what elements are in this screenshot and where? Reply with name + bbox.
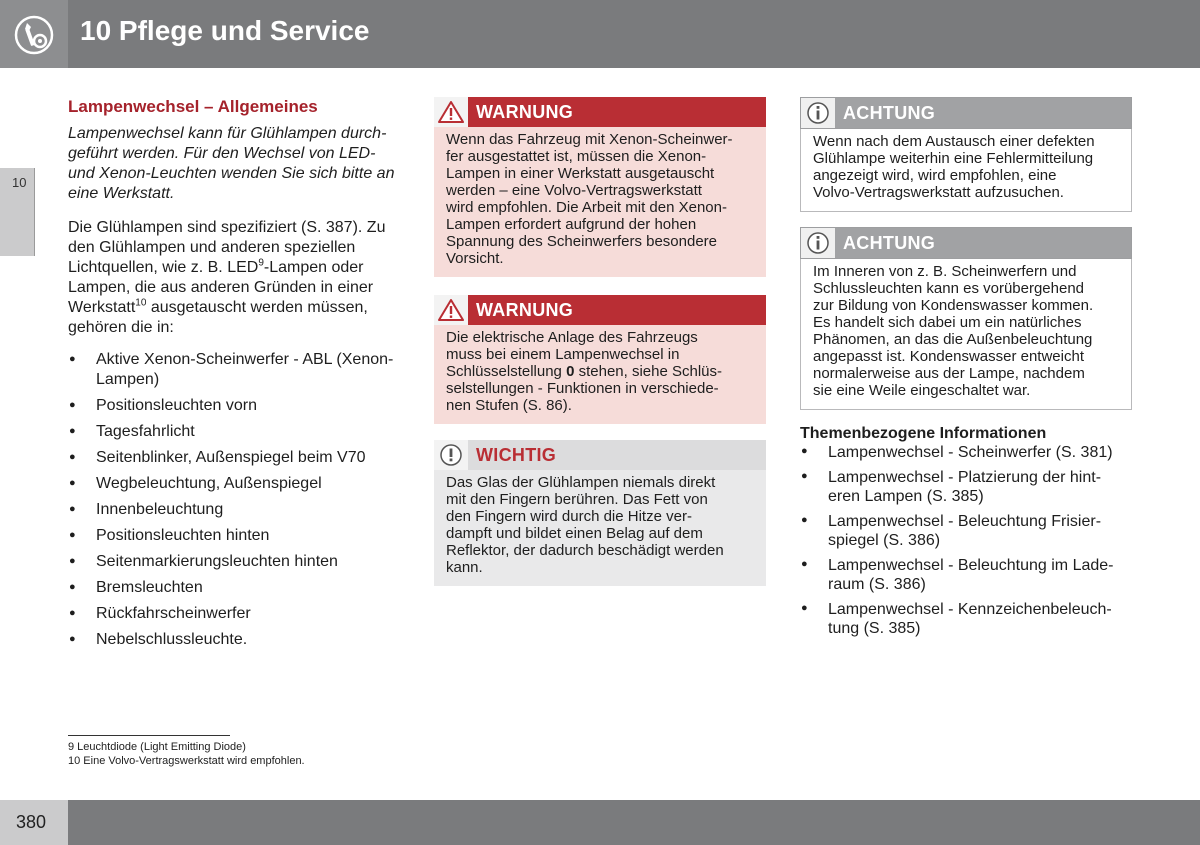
- text-line: mit den Fingern berühren. Das Fett von: [446, 491, 708, 508]
- text-line: Glühlampe weiterhin eine Fehlermitteilung: [813, 150, 1094, 167]
- page-header: [0, 0, 1200, 68]
- note-box-1: [800, 97, 1132, 212]
- intro-text: [68, 124, 404, 204]
- para-line: Die Glühlampen sind spezifiziert (S. 387). Zu: [68, 219, 386, 236]
- intro-line: und Xenon-Leuchten wenden Sie sich bitte an: [68, 165, 395, 182]
- para-text: -Lampen oder: [263, 259, 364, 276]
- footnote-ref: 10: [135, 297, 147, 309]
- list-item: ● Tagesfahrlicht: [68, 422, 404, 442]
- note-text: [800, 259, 1132, 410]
- text-line: Reflektor, der dadurch beschädigt werden: [446, 542, 724, 559]
- warning-header: [434, 97, 766, 127]
- important-box: [434, 440, 766, 586]
- info-circle-icon: [805, 231, 831, 255]
- footnote-divider: [68, 735, 230, 736]
- text-line: angepasst ist. Kondenswasser entweicht: [813, 348, 1084, 365]
- text-line: fer ausgestattet ist, müssen die Xenon-: [446, 148, 707, 165]
- exclamation-circle-icon: [438, 443, 464, 467]
- text-line: Es handelt sich dabei um ein natürliches: [813, 314, 1082, 331]
- text-line: Volvo-Vertragswerkstatt aufzusuchen.: [813, 184, 1064, 201]
- text-line: Phänomen, an das die Außenbeleuchtung: [813, 331, 1093, 348]
- chapter-side-tab-number: 10: [12, 175, 27, 190]
- para-line: [68, 298, 404, 318]
- para-line: den Glühlampen und anderen speziellen: [68, 239, 356, 256]
- footnote-ref: 9: [258, 257, 264, 269]
- section-heading: Lampenwechsel – Allgemeines: [68, 97, 318, 116]
- related-info-title: Themenbezogene Informationen: [800, 425, 1047, 442]
- related-link[interactable]: ● Lampenwechsel - Platzierung der hint- eren Lampen (S. 385): [800, 468, 1132, 506]
- chapter-icon-box: [0, 0, 68, 68]
- list-item: ● Bremsleuchten: [68, 578, 404, 598]
- left-column: [68, 96, 404, 656]
- list-item: ● Wegbeleuchtung, Außenspiegel: [68, 474, 404, 494]
- para-line: gehören die in:: [68, 319, 174, 336]
- warning-triangle-icon: [438, 100, 464, 124]
- text-line: Wenn nach dem Austausch einer defekten: [813, 133, 1095, 150]
- page-number: 380: [16, 812, 47, 832]
- list-item: ● Seitenblinker, Außenspiegel beim V70: [68, 448, 404, 468]
- text-span: Schlüsselstellung: [446, 363, 567, 380]
- warning-text: [434, 325, 766, 424]
- text-line: Lampen erfordert aufgrund der hohen: [446, 216, 697, 233]
- warning-box-1: [434, 97, 766, 277]
- related-link[interactable]: ● Lampenwechsel - Kennzeichenbeleuch- tung (S. 385): [800, 600, 1132, 638]
- para-line: [68, 258, 404, 278]
- wrench-gear-icon: [14, 15, 54, 55]
- list-item: ● Nebelschlussleuchte.: [68, 630, 404, 650]
- text-line: normalerweise aus der Lampe, nachdem: [813, 365, 1085, 382]
- para-text: ausgetauscht werden müssen,: [146, 299, 368, 316]
- text-line: nen Stufen (S. 86).: [446, 397, 572, 414]
- note-header: [800, 97, 1132, 129]
- note-label: ACHTUNG: [843, 233, 936, 253]
- list-item: ● Positionsleuchten hinten: [68, 526, 404, 546]
- text-line: den Fingern wird durch die Hitze ver-: [446, 508, 692, 525]
- para-text: Werkstatt: [68, 299, 136, 316]
- intro-line: geführt werden. Für den Wechsel von LED-: [68, 145, 376, 162]
- important-label: WICHTIG: [476, 445, 557, 465]
- para-line: Lampen, die aus anderen Gründen in einer: [68, 279, 374, 296]
- text-line: [446, 363, 754, 380]
- text-line: zur Bildung von Kondenswasser kommen.: [813, 297, 1094, 314]
- related-info: [800, 424, 1132, 644]
- body-paragraph: [68, 218, 404, 338]
- text-line: muss bei einem Lampenwechsel in: [446, 346, 680, 363]
- text-line: wird empfohlen. Die Arbeit mit den Xenon-: [446, 199, 727, 216]
- list-item: ● Innenbeleuchtung: [68, 500, 404, 520]
- warning-header: [434, 295, 766, 325]
- important-text: [434, 470, 766, 586]
- list-item: ● Rückfahrscheinwerfer: [68, 604, 404, 624]
- related-links-list: [800, 443, 1132, 638]
- text-line: Lampen in einer Werkstatt ausgetauscht: [446, 165, 715, 182]
- warning-text: [434, 127, 766, 277]
- footnote: 10 Eine Volvo-Vertragswerkstatt wird empfohlen.: [68, 755, 305, 767]
- text-line: Schlussleuchten kann es vorübergehend: [813, 280, 1085, 297]
- info-circle-icon: [805, 101, 831, 125]
- lamp-list: [68, 350, 404, 650]
- footnote: 9 Leuchtdiode (Light Emitting Diode): [68, 741, 246, 753]
- text-line: kann.: [446, 559, 483, 576]
- text-span: stehen, siehe Schlüs-: [574, 363, 723, 380]
- important-header: [434, 440, 766, 470]
- warning-triangle-icon: [438, 298, 464, 322]
- text-line: Die elektrische Anlage des Fahrzeugs: [446, 329, 698, 346]
- text-line: dampft und bildet einen Belag auf dem: [446, 525, 703, 542]
- intro-line: Lampenwechsel kann für Glühlampen durch-: [68, 125, 387, 142]
- text-line: Vorsicht.: [446, 250, 504, 267]
- text-line: Wenn das Fahrzeug mit Xenon-Scheinwer-: [446, 131, 733, 148]
- text-line: Spannung des Scheinwerfers besondere: [446, 233, 718, 250]
- text-line: sie eine Weile eingeschaltet war.: [813, 382, 1031, 399]
- text-line: Im Inneren von z. B. Scheinwerfern und: [813, 263, 1077, 280]
- related-link[interactable]: ● Lampenwechsel - Beleuchtung im Lade- raum (S. 386): [800, 556, 1132, 594]
- warning-box-2: [434, 295, 766, 424]
- text-line: werden – eine Volvo-Vertragswerkstatt: [446, 182, 702, 199]
- related-link[interactable]: ● Lampenwechsel - Beleuchtung Frisier- spiegel (S. 386): [800, 512, 1132, 550]
- warning-label: WARNUNG: [476, 102, 574, 122]
- list-item: ● Positionsleuchten vorn: [68, 396, 404, 416]
- text-line: angezeigt wird, wird empfohlen, eine: [813, 167, 1057, 184]
- related-link[interactable]: ● Lampenwechsel - Scheinwerfer (S. 381): [800, 443, 1132, 462]
- note-header: [800, 227, 1132, 259]
- para-text: Lichtquellen, wie z. B. LED: [68, 259, 259, 276]
- key-position-bold: 0: [566, 363, 575, 380]
- list-item: ● Seitenmarkierungsleuchten hinten: [68, 552, 404, 572]
- note-label: ACHTUNG: [843, 103, 936, 123]
- text-line: Das Glas der Glühlampen niemals direkt: [446, 474, 716, 491]
- note-box-2: [800, 227, 1132, 410]
- page-number-box: [0, 800, 68, 845]
- page-footer: [0, 800, 1200, 845]
- note-text: [800, 129, 1132, 212]
- intro-line: eine Werkstatt.: [68, 185, 175, 202]
- list-item: ● Aktive Xenon-Scheinwerfer - ABL (Xenon-Lampen): [68, 350, 404, 390]
- warning-label: WARNUNG: [476, 300, 574, 320]
- text-line: selstellungen - Funktionen in verschiede-: [446, 380, 719, 397]
- chapter-title: 10 Pflege und Service: [80, 15, 370, 46]
